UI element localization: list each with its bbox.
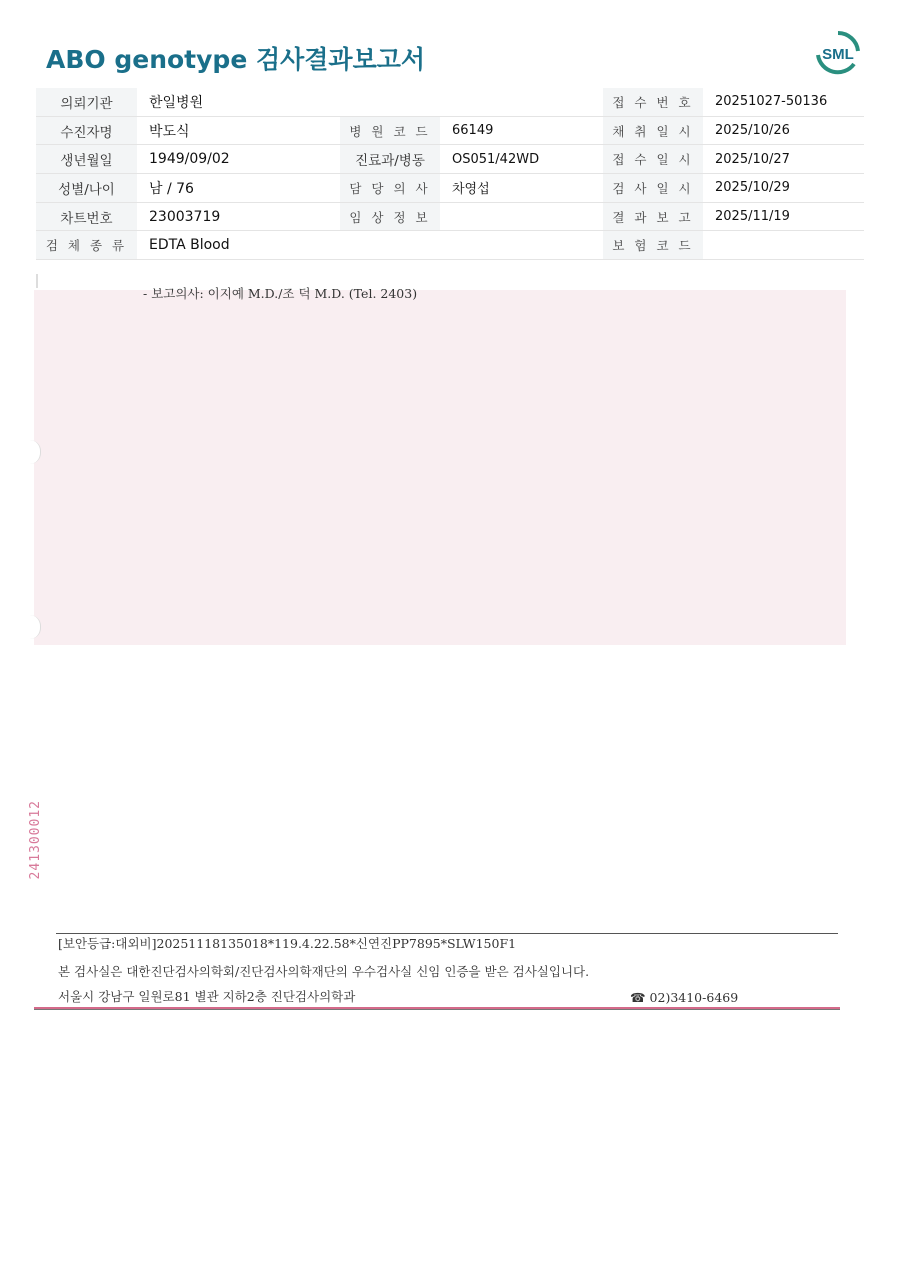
security-line: [보안등급:대외비]20251118135018*119.4.22.58*신연진PP7895*SLW150F1 [58,936,517,951]
info-value: 20251027-50136 [703,88,864,116]
report-title: ABO genotype 검사결과보고서 [46,45,426,74]
margin-mark [36,274,38,288]
info-row [36,231,864,260]
info-label: 검 사 일 시 [603,174,703,203]
info-value [440,231,603,260]
side-serial-number: 241300012 [28,800,43,880]
info-label: 접 수 번 호 [603,88,703,116]
lab-address: 서울시 강남구 일원로81 별관 지하2층 진단검사의학과 [58,989,356,1004]
info-value: 2025/10/27 [703,145,864,174]
info-value: 2025/11/19 [703,202,864,231]
logo-text: SML [822,46,854,63]
info-value: 2025/10/26 [703,116,864,145]
info-label [340,231,440,260]
info-label: 성별/나이 [36,174,137,203]
info-value: EDTA Blood [137,231,340,260]
info-value: 박도식 [137,116,340,145]
info-value [440,88,603,116]
info-value: 1949/09/02 [137,145,340,174]
info-row [36,116,864,145]
info-value: 남 / 76 [137,174,340,203]
info-row [36,88,864,116]
result-area [34,290,846,645]
info-label: 진료과/병동 [340,145,440,174]
info-label: 채 취 일 시 [603,116,703,145]
info-label: 차트번호 [36,202,137,231]
info-label: 결 과 보 고 [603,202,703,231]
info-row [36,202,864,231]
certification-statement: 본 검사실은 대한진단검사의학회/진단검사의학재단의 우수검사실 신임 인증을 받은 검사실입니다. [58,964,590,979]
info-value: 차영섭 [440,174,603,203]
info-value [703,231,864,260]
info-value: 66149 [440,116,603,145]
info-label: 수진자명 [36,116,137,145]
info-value: 한일병원 [137,88,340,116]
sml-logo-icon [814,30,862,76]
info-label: 의뢰기관 [36,88,137,116]
lab-phone: ☎ 02)3410-6469 [630,990,739,1005]
info-label: 접 수 일 시 [603,145,703,174]
info-value: 2025/10/29 [703,174,864,203]
info-label: 생년월일 [36,145,137,174]
info-label: 병 원 코 드 [340,116,440,145]
info-value: 23003719 [137,202,340,231]
reporting-doctor: - 보고의사: 이지예 M.D./조 덕 M.D. (Tel. 2403) [143,286,418,301]
info-row [36,145,864,174]
info-label: 임 상 정 보 [340,202,440,231]
info-value: OS051/42WD [440,145,603,174]
info-label: 보 험 코 드 [603,231,703,260]
footer-bottom-line [34,1009,840,1010]
patient-info-table [36,88,864,260]
info-row [36,174,864,203]
info-label: 검 체 종 류 [36,231,137,260]
info-label [340,88,440,116]
info-label: 담 당 의 사 [340,174,440,203]
info-value [440,202,603,231]
